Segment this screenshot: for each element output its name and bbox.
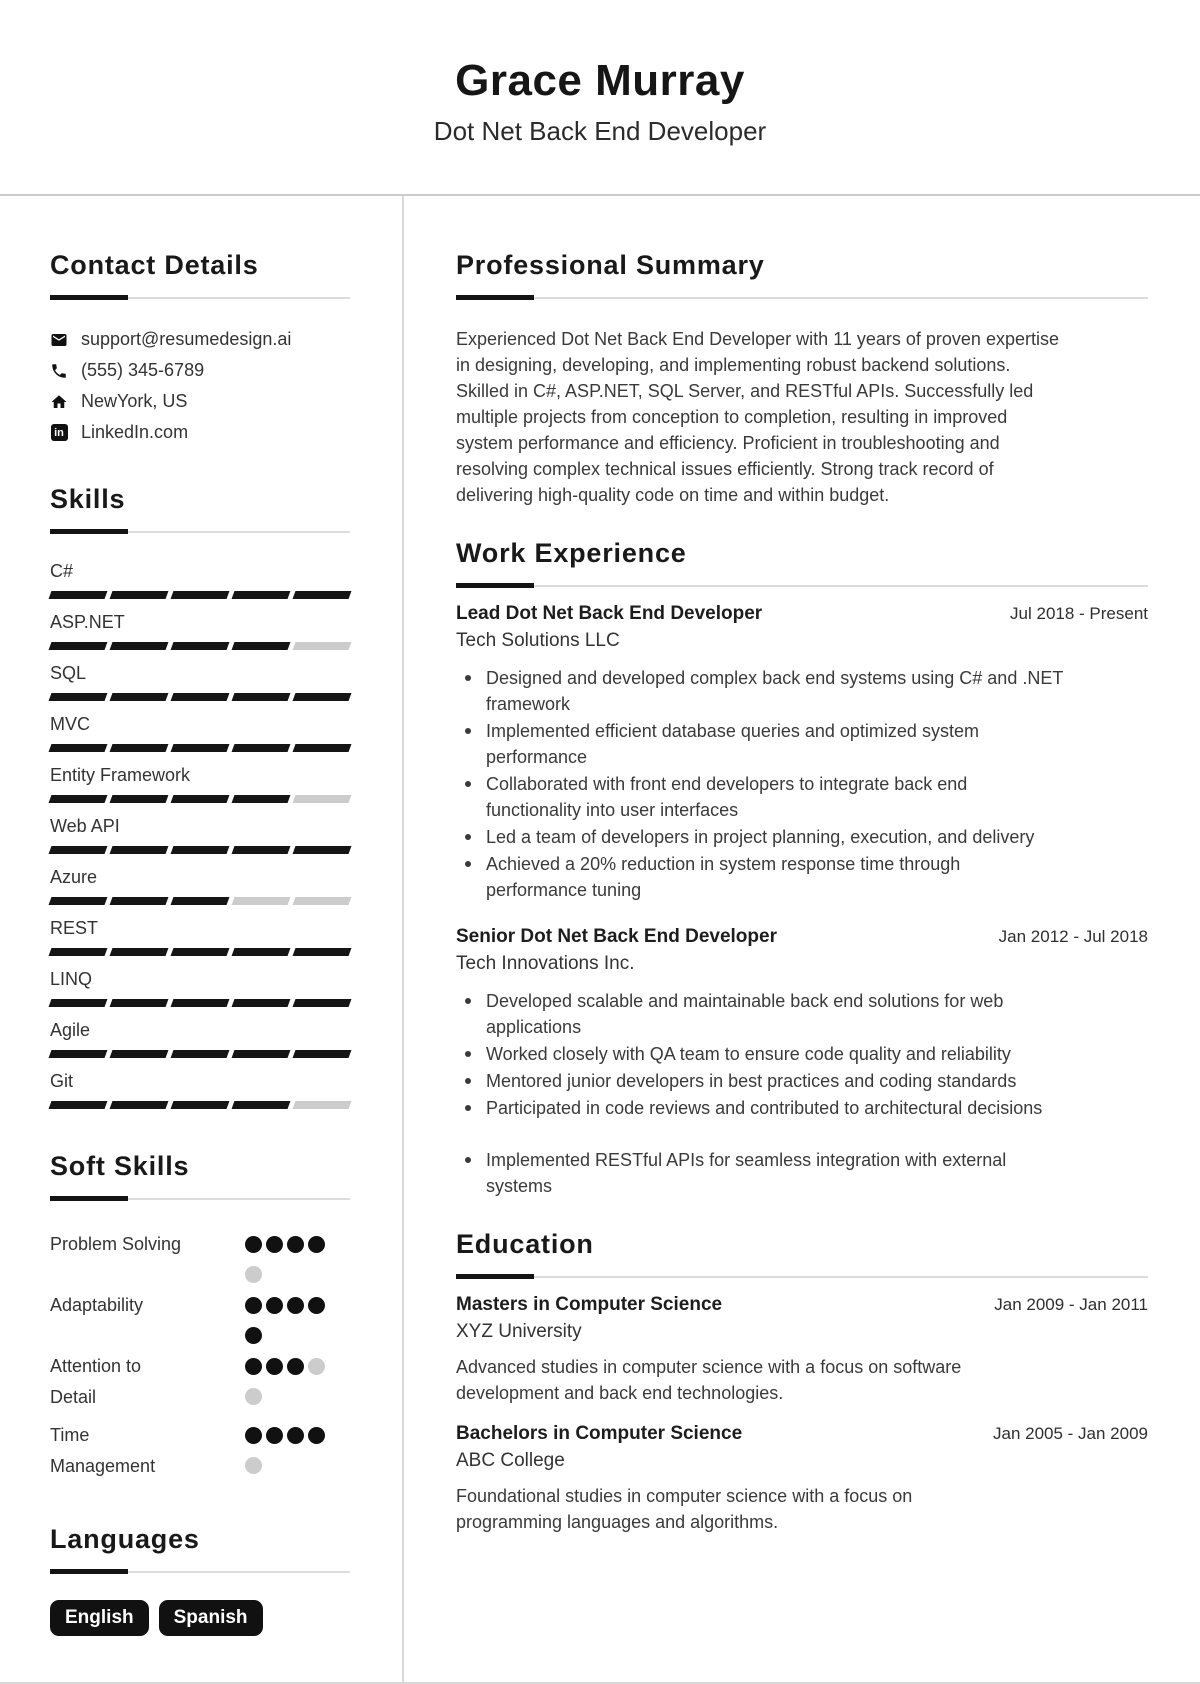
language-pill: Spanish (159, 1600, 263, 1636)
skill-name: C# (50, 561, 74, 581)
rating-dot (266, 1297, 283, 1314)
skill-bar-segment (49, 591, 108, 599)
job-header (456, 925, 1148, 949)
rating-dot (308, 1297, 325, 1314)
rating-dot (308, 1358, 325, 1375)
job-bullet: Worked closely with QA team to ensure code quality and reliability (456, 1041, 1064, 1067)
linkedin-badge: in (51, 424, 68, 441)
skill-bar-segment (293, 591, 352, 599)
skill-name: SQL (50, 663, 87, 683)
skill-bar-segment (232, 999, 291, 1007)
contact-item (50, 392, 350, 411)
skills-heading: Skills (50, 484, 126, 514)
person-role: Dot Net Back End Developer (433, 116, 767, 146)
email-icon (50, 331, 68, 349)
skill-item (50, 711, 350, 752)
job-bullets (456, 988, 1064, 1199)
skill-bar-segment (49, 693, 108, 701)
skill-bar (50, 744, 350, 752)
skill-bar-segment (49, 999, 108, 1007)
job-entry (456, 925, 1148, 1199)
job-bullet: Collaborated with front end developers to integrate back end functionality into user interfaces (456, 771, 1064, 823)
skill-bar-segment (293, 744, 352, 752)
school-name: XYZ University (456, 1321, 582, 1342)
skill-bar-segment (293, 897, 352, 905)
skill-item (50, 966, 350, 1007)
skill-bar-segment (49, 846, 108, 854)
heading-rule (50, 1569, 350, 1574)
job-bullet: Developed scalable and maintainable back end solutions for web applications (456, 988, 1064, 1040)
education-description: Foundational studies in computer science with a focus on programming languages and algorithms. (456, 1486, 913, 1532)
job-bullets (456, 665, 1064, 903)
home-icon (50, 393, 68, 411)
skill-bar-segment (110, 948, 169, 956)
skill-item (50, 1017, 350, 1058)
skill-bar-segment (110, 591, 169, 599)
soft-skill-name (50, 1351, 245, 1413)
skill-bar-segment (110, 744, 169, 752)
education-header (456, 1293, 1148, 1317)
soft-skills-section (50, 1151, 350, 1482)
person-name: Grace Murray (455, 56, 745, 105)
main-column (404, 196, 1200, 1682)
skill-bar-segment (49, 948, 108, 956)
soft-skill-name-text: Attention to Detail (50, 1356, 142, 1407)
job-list (456, 602, 1148, 1199)
education-section (456, 1229, 1148, 1535)
education-dates: Jan 2009 - Jan 2011 (994, 1295, 1148, 1314)
heading-rule (50, 529, 350, 534)
education-dates: Jan 2005 - Jan 2009 (992, 1424, 1148, 1443)
skill-name: ASP.NET (50, 612, 125, 632)
skill-bar-segment (232, 948, 291, 956)
education-description: Advanced studies in computer science with a focus on software development and back end technologies. (456, 1357, 962, 1403)
skill-bar (50, 948, 350, 956)
skill-bar (50, 1050, 350, 1058)
rating-dot (266, 1358, 283, 1375)
rating-dot (308, 1236, 325, 1253)
heading-rule (456, 295, 1148, 300)
skill-bar-segment (171, 642, 230, 650)
soft-skill-item (50, 1290, 350, 1344)
soft-skill-rating (245, 1229, 329, 1283)
soft-skill-item (50, 1420, 350, 1482)
soft-skill-name-text: Adaptability (50, 1295, 144, 1315)
skill-bar (50, 795, 350, 803)
rating-dot (287, 1427, 304, 1444)
rating-dot (287, 1297, 304, 1314)
languages-heading: Languages (50, 1524, 200, 1554)
skill-item (50, 1068, 350, 1109)
degree-title: Masters in Computer Science (456, 1294, 723, 1315)
rating-dot (308, 1427, 325, 1444)
job-dates: Jul 2018 - Present (1010, 604, 1148, 623)
degree-title: Bachelors in Computer Science (456, 1423, 743, 1444)
skill-bar-segment (232, 1101, 291, 1109)
skill-bar-segment (171, 897, 230, 905)
skill-bar-segment (232, 1050, 291, 1058)
skill-bar-segment (232, 591, 291, 599)
job-bullet: Participated in code reviews and contributed to architectural decisions (456, 1095, 1064, 1121)
education-header (456, 1422, 1148, 1446)
skill-bar-segment (232, 642, 291, 650)
rating-dot (245, 1297, 262, 1314)
rating-dot (266, 1427, 283, 1444)
skill-bar-segment (49, 744, 108, 752)
skill-bar-segment (293, 999, 352, 1007)
heading-rule (50, 295, 350, 300)
job-title: Senior Dot Net Back End Developer (456, 926, 777, 947)
soft-skill-rating (245, 1290, 329, 1344)
rating-dot (245, 1266, 262, 1283)
experience-heading: Work Experience (456, 538, 687, 568)
skill-name: Web API (50, 816, 120, 836)
skill-bar-segment (293, 1101, 352, 1109)
contact-section (50, 250, 350, 442)
soft-skill-name (50, 1420, 245, 1482)
contact-item (50, 361, 350, 380)
job-bullet: Implemented RESTful APIs for seamless integration with external systems (456, 1147, 1064, 1199)
rating-dot (287, 1358, 304, 1375)
skill-item (50, 813, 350, 854)
skill-bar-segment (110, 795, 169, 803)
skill-name: MVC (50, 714, 90, 734)
summary-heading: Professional Summary (456, 250, 765, 280)
soft-skill-name (50, 1290, 245, 1344)
contact-item (50, 330, 350, 349)
rating-dot (245, 1427, 262, 1444)
skill-bar-segment (110, 693, 169, 701)
skill-name: Azure (50, 867, 98, 887)
skill-bar-segment (49, 1050, 108, 1058)
rating-dot (287, 1236, 304, 1253)
skill-bar-segment (293, 795, 352, 803)
skill-name: Entity Framework (50, 765, 191, 785)
skill-bar-segment (110, 1101, 169, 1109)
skill-bar-segment (171, 744, 230, 752)
summary-text: Experienced Dot Net Back End Developer with 11 years of proven expertise in designing, developing, and implementing robust backend solutions. Skilled in C#, ASP.NET, SQL Server, and RESTful APIs. Successfully led multiple projects from conception to completion, resulting in improved system performance and efficiency. Proficient in troubleshooting and resolving complex technical issues efficiently. Strong track record of delivering high-quality code on time and within budget. (456, 329, 1059, 505)
soft-skill-name-text: Time Management (50, 1425, 156, 1476)
soft-skill-rating (245, 1420, 329, 1482)
skill-bar-segment (232, 846, 291, 854)
summary-section (456, 250, 1148, 508)
skill-bar-segment (110, 897, 169, 905)
skill-item (50, 558, 350, 599)
skill-bar-segment (171, 846, 230, 854)
skill-bar-segment (171, 948, 230, 956)
education-entry (456, 1422, 1148, 1535)
skill-bar (50, 642, 350, 650)
skill-bar-segment (171, 1050, 230, 1058)
contact-text: LinkedIn.com (81, 422, 189, 442)
job-bullet: Designed and developed complex back end systems using C# and .NET framework (456, 665, 1064, 717)
skill-item (50, 915, 350, 956)
contact-item (50, 423, 350, 442)
skill-bar-segment (171, 1101, 230, 1109)
soft-skills-heading: Soft Skills (50, 1151, 190, 1181)
job-entry (456, 602, 1148, 903)
skill-name: REST (50, 918, 99, 938)
skill-bar-segment (171, 693, 230, 701)
skills-section (50, 484, 350, 1109)
skill-bar-segment (293, 693, 352, 701)
job-company: Tech Solutions LLC (456, 630, 620, 651)
skill-bar-segment (110, 846, 169, 854)
skill-item (50, 762, 350, 803)
job-title: Lead Dot Net Back End Developer (456, 603, 763, 624)
soft-skills-list (50, 1229, 350, 1482)
skill-bar-segment (171, 591, 230, 599)
skill-bar (50, 897, 350, 905)
rating-dot (245, 1388, 262, 1405)
skills-list (50, 558, 350, 1109)
rating-dot (245, 1457, 262, 1474)
sidebar (0, 196, 404, 1682)
education-heading: Education (456, 1229, 594, 1259)
job-bullet: Implemented efficient database queries and optimized system performance (456, 718, 1064, 770)
skill-bar-segment (232, 795, 291, 803)
skill-bar (50, 846, 350, 854)
skill-bar-segment (49, 795, 108, 803)
skill-bar-segment (110, 1050, 169, 1058)
skill-bar-segment (110, 999, 169, 1007)
soft-skill-item (50, 1351, 350, 1413)
resume-header (0, 0, 1200, 196)
contact-text: NewYork, US (81, 391, 188, 411)
skill-bar-segment (171, 999, 230, 1007)
skill-bar-segment (293, 948, 352, 956)
education-entry (456, 1293, 1148, 1406)
heading-rule (50, 1196, 350, 1201)
skill-name: LINQ (50, 969, 93, 989)
job-bullet: Achieved a 20% reduction in system response time through performance tuning (456, 851, 1064, 903)
education-list (456, 1293, 1148, 1535)
skill-bar-segment (171, 795, 230, 803)
job-bullet: Mentored junior developers in best practices and coding standards (456, 1068, 1064, 1094)
skill-bar (50, 591, 350, 599)
heading-rule (456, 583, 1148, 588)
skill-bar-segment (49, 897, 108, 905)
skill-bar-segment (293, 846, 352, 854)
skill-bar-segment (49, 1101, 108, 1109)
languages-list (50, 1600, 350, 1636)
contact-list (50, 330, 350, 442)
skill-name: Agile (50, 1020, 91, 1040)
job-header (456, 602, 1148, 626)
rating-dot (245, 1236, 262, 1253)
soft-skill-name (50, 1229, 245, 1283)
rating-dot (245, 1327, 262, 1344)
skill-bar (50, 999, 350, 1007)
resume-body (0, 196, 1200, 1682)
skill-bar-segment (232, 744, 291, 752)
experience-section (456, 538, 1148, 1199)
heading-rule (456, 1274, 1148, 1279)
language-pill: English (50, 1600, 149, 1636)
skill-item (50, 660, 350, 701)
skill-bar-segment (232, 897, 291, 905)
phone-icon (50, 362, 68, 380)
skill-bar-segment (293, 642, 352, 650)
school-name: ABC College (456, 1450, 565, 1471)
skill-bar-segment (293, 1050, 352, 1058)
rating-dot (245, 1358, 262, 1375)
job-company: Tech Innovations Inc. (456, 953, 635, 974)
soft-skill-item (50, 1229, 350, 1283)
soft-skill-name-text: Problem Solving (50, 1234, 182, 1254)
job-bullet: Led a team of developers in project planning, execution, and delivery (456, 824, 1064, 850)
contact-text: support@resumedesign.ai (81, 329, 292, 349)
job-dates: Jan 2012 - Jul 2018 (998, 927, 1148, 946)
linkedin-icon (50, 424, 68, 442)
skill-bar (50, 693, 350, 701)
skill-bar (50, 1101, 350, 1109)
contact-text: (555) 345-6789 (81, 360, 205, 380)
skill-bar-segment (232, 693, 291, 701)
languages-section (50, 1524, 350, 1636)
skill-item (50, 609, 350, 650)
skill-bar-segment (110, 642, 169, 650)
skill-name: Git (50, 1071, 74, 1091)
soft-skill-rating (245, 1351, 329, 1413)
rating-dot (266, 1236, 283, 1253)
contact-heading: Contact Details (50, 250, 259, 280)
skill-bar-segment (49, 642, 108, 650)
skill-item (50, 864, 350, 905)
